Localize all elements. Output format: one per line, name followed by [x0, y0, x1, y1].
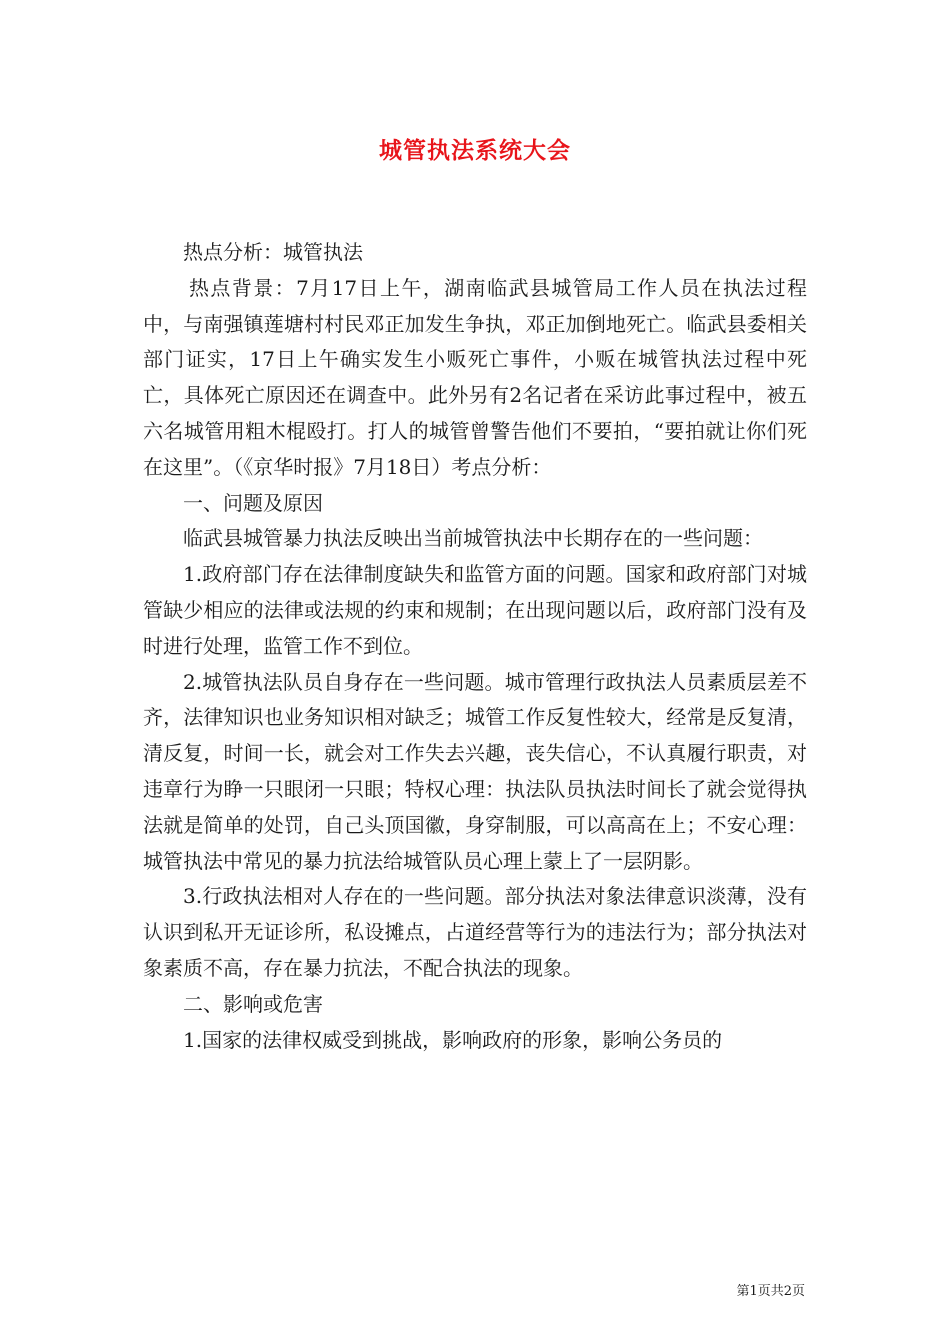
- paragraph-problem-2: 2.城管执法队员自身存在一些问题。城市管理行政执法人员素质层差不齐，法律知识也业务知识相对缺乏；城管工作反复性较大，经常是反复清，清反复，时间一长，就会对工作失去兴趣，丧失信心，不认真履行职责，对违章行为睁一只眼闭一只眼；特权心理：执法队员执法时间长了就会觉得执法就是简单的处罚，自己头顶国徽，身穿制服，可以高高在上；不安心理：城管执法中常见的暴力抗法给城管队员心理上蒙上了一层阴影。: [143, 669, 807, 873]
- document-title: 城管执法系统大会: [379, 137, 571, 164]
- paragraph-impact-1: 1.国家的法律权威受到挑战，影响政府的形象，影响公务员的: [183, 1027, 723, 1052]
- section-heading-impact: 二、影响或危害: [183, 991, 323, 1016]
- paragraph-problem-3: 3.行政执法相对人存在的一些问题。部分执法对象法律意识淡薄，没有认识到私开无证诊所，私设摊点，占道经营等行为的违法行为；部分执法对象素质不高，存在暴力抗法，不配合执法的现象。: [143, 884, 807, 980]
- page-number: 第1页共2页: [736, 1284, 805, 1299]
- paragraph-topic: 热点分析：城管执法: [183, 240, 363, 264]
- paragraph-problem-1: 1.政府部门存在法律制度缺失和监管方面的问题。国家和政府部门对城管缺少相应的法律或法规的约束和规制；在出现问题以后，政府部门没有及时进行处理，监管工作不到位。: [143, 562, 807, 658]
- paragraph-problems-intro: 临武县城管暴力执法反映出当前城管执法中长期存在的一些问题：: [183, 526, 763, 551]
- section-heading-problems: 一、问题及原因: [183, 490, 323, 515]
- paragraph-background: 热点背景：7月17日上午，湖南临武县城管局工作人员在执法过程中，与南强镇莲塘村村民邓正加发生争执，邓正加倒地死亡。临武县委相关部门证实，17日上午确实发生小贩死亡事件，小贩在城管执法过程中死亡，具体死亡原因还在调查中。此外另有2名记者在采访此事过程中，被五六名城管用粗木棍殴打。打人的城管曾警告他们不要拍，“要拍就让你们死在这里”。（《京华时报》7月18日）考点分析：: [143, 275, 807, 479]
- document-body: [143, 235, 807, 1058]
